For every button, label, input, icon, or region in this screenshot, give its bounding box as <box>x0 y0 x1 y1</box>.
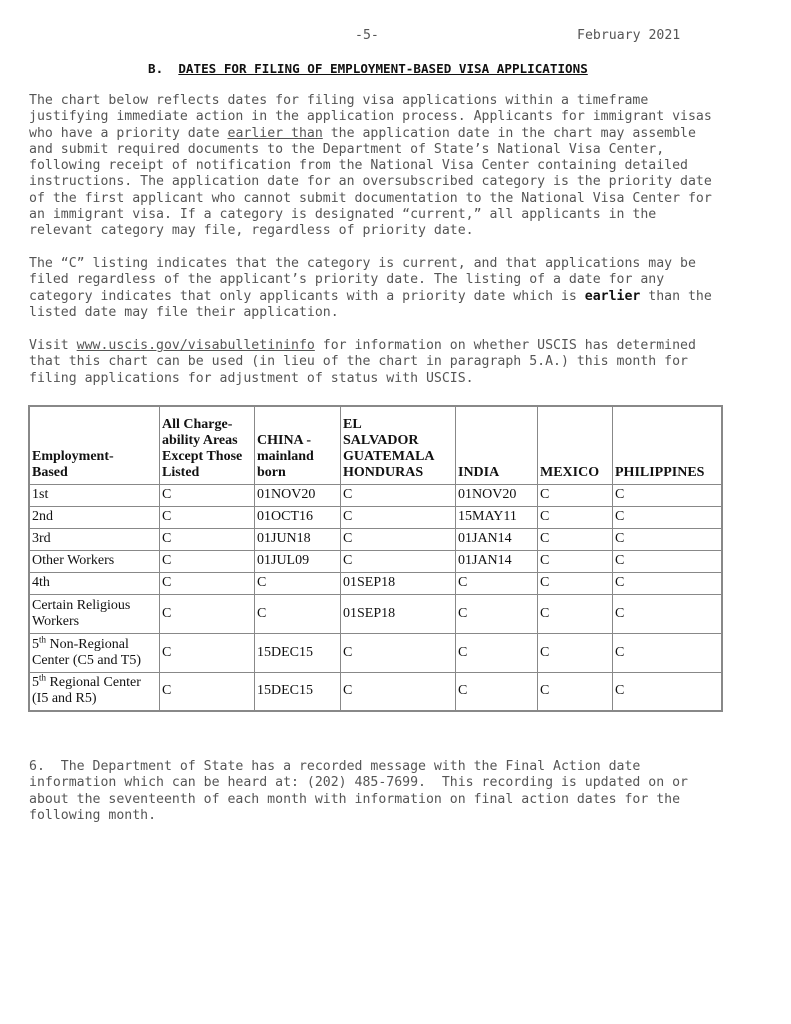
cell-india: C <box>456 672 538 711</box>
cell-philippines: C <box>613 633 723 672</box>
cell-mexico: C <box>538 672 613 711</box>
cell-all-areas: C <box>160 572 255 594</box>
row-category: 1st <box>29 484 160 506</box>
cell-mexico: C <box>538 550 613 572</box>
intro-paragraph <box>29 93 769 240</box>
paragraph2-before: The “C” listing indicates that the category is current, and that applications may be filed regardless of the applicant’s priority date. The listing of a date for any category indicates that only applicants with a priority date which is <box>29 256 696 304</box>
cell-el-salvador: 01SEP18 <box>341 594 456 633</box>
uscis-paragraph <box>29 338 769 387</box>
table-row <box>29 572 722 594</box>
cell-mexico: C <box>538 594 613 633</box>
row-category: Other Workers <box>29 550 160 572</box>
cell-china: C <box>255 594 341 633</box>
current-listing-paragraph <box>29 256 769 321</box>
cell-philippines: C <box>613 550 723 572</box>
cell-all-areas: C <box>160 506 255 528</box>
header-all-chargeability: All Charge- ability Areas Except Those Listed <box>160 406 255 484</box>
page-date: February 2021 <box>577 28 681 43</box>
cell-mexico: C <box>538 528 613 550</box>
earlier-emphasis: earlier <box>584 288 641 304</box>
cell-mexico: C <box>538 572 613 594</box>
table-header-row <box>29 406 722 484</box>
cell-all-areas: C <box>160 550 255 572</box>
section-heading <box>148 61 588 77</box>
cell-el-salvador: C <box>341 550 456 572</box>
earlier-than-emphasis: earlier than <box>227 125 323 141</box>
uscis-link[interactable]: www.uscis.gov/visabulletininfo <box>76 338 315 353</box>
cell-philippines: C <box>613 572 723 594</box>
cell-china: 01NOV20 <box>255 484 341 506</box>
paragraph1-after: the application date in the chart may assemble and submit required documents to the Department of State’s National Visa Center, following receipt of notification from the National Visa Center containing detailed instructions. The application date for an oversubscribed category is the priority date of the first applicant who cannot submit documentation to the National Visa Center for an immigrant visa. If a category is designated “current,” all applicants in the relevant category may file, regardless of priority date. <box>29 125 712 239</box>
table-row <box>29 506 722 528</box>
table-row <box>29 550 722 572</box>
row-category: 4th <box>29 572 160 594</box>
cell-mexico: C <box>538 633 613 672</box>
header-mexico: MEXICO <box>538 406 613 484</box>
cell-india: 15MAY11 <box>456 506 538 528</box>
cell-all-areas: C <box>160 633 255 672</box>
cell-china: 01JUN18 <box>255 528 341 550</box>
row-category: 5th Regional Center (I5 and R5) <box>29 672 160 711</box>
section-letter: B. <box>148 61 164 76</box>
paragraph3-after: for information on whether USCIS has determined that this chart can be used (in lieu of the chart in paragraph 5.A.) this month for filing applications for adjustment of status with USCIS. <box>29 338 696 386</box>
cell-philippines: C <box>613 506 723 528</box>
cell-el-salvador: 01SEP18 <box>341 572 456 594</box>
row-category: 3rd <box>29 528 160 550</box>
paragraph3-before: Visit <box>29 338 77 353</box>
cell-china: 15DEC15 <box>255 633 341 672</box>
cell-india: C <box>456 594 538 633</box>
cell-all-areas: C <box>160 594 255 633</box>
cell-el-salvador: C <box>341 672 456 711</box>
table-row <box>29 484 722 506</box>
table-row <box>29 528 722 550</box>
cell-all-areas: C <box>160 528 255 550</box>
cell-india: C <box>456 572 538 594</box>
recorded-message-paragraph: 6. The Department of State has a recorded message with the Final Action date information which can be heard at: (202) 485-7699. This recording is updated on or about the seventeenth of each month with information on final action dates for the following month. <box>29 759 688 823</box>
row-category: 5th Non-Regional Center (C5 and T5) <box>29 633 160 672</box>
table-row <box>29 594 722 633</box>
cell-india: 01NOV20 <box>456 484 538 506</box>
cell-india: C <box>456 633 538 672</box>
cell-el-salvador: C <box>341 506 456 528</box>
header-china: CHINA - mainland born <box>255 406 341 484</box>
cell-india: 01JAN14 <box>456 528 538 550</box>
row-category: Certain Religious Workers <box>29 594 160 633</box>
cell-china: 01JUL09 <box>255 550 341 572</box>
cell-el-salvador: C <box>341 528 456 550</box>
header-india: INDIA <box>456 406 538 484</box>
cell-china: 01OCT16 <box>255 506 341 528</box>
cell-el-salvador: C <box>341 633 456 672</box>
section-title: DATES FOR FILING OF EMPLOYMENT-BASED VISA APPLICATIONS <box>178 61 588 76</box>
cell-el-salvador: C <box>341 484 456 506</box>
page-number: -5- <box>355 28 379 43</box>
table-row <box>29 672 722 711</box>
header-philippines: PHILIPPINES <box>613 406 723 484</box>
employment-dates-table <box>28 405 723 712</box>
cell-all-areas: C <box>160 484 255 506</box>
table-row <box>29 633 722 672</box>
cell-india: 01JAN14 <box>456 550 538 572</box>
cell-china: C <box>255 572 341 594</box>
cell-all-areas: C <box>160 672 255 711</box>
paragraph1-before: The chart below reflects dates for filing visa applications within a timeframe justifying immediate action in the application process. Applicants for immigrant visas who have a priority date <box>29 93 712 141</box>
header-employment-based: Employment- Based <box>29 406 160 484</box>
cell-mexico: C <box>538 484 613 506</box>
cell-philippines: C <box>613 594 723 633</box>
paragraph2-after: than the listed date may file their application. <box>29 288 712 320</box>
cell-philippines: C <box>613 484 723 506</box>
header-el-salvador: EL SALVADOR GUATEMALA HONDURAS <box>341 406 456 484</box>
row-category: 2nd <box>29 506 160 528</box>
cell-philippines: C <box>613 528 723 550</box>
cell-philippines: C <box>613 672 723 711</box>
cell-mexico: C <box>538 506 613 528</box>
cell-china: 15DEC15 <box>255 672 341 711</box>
